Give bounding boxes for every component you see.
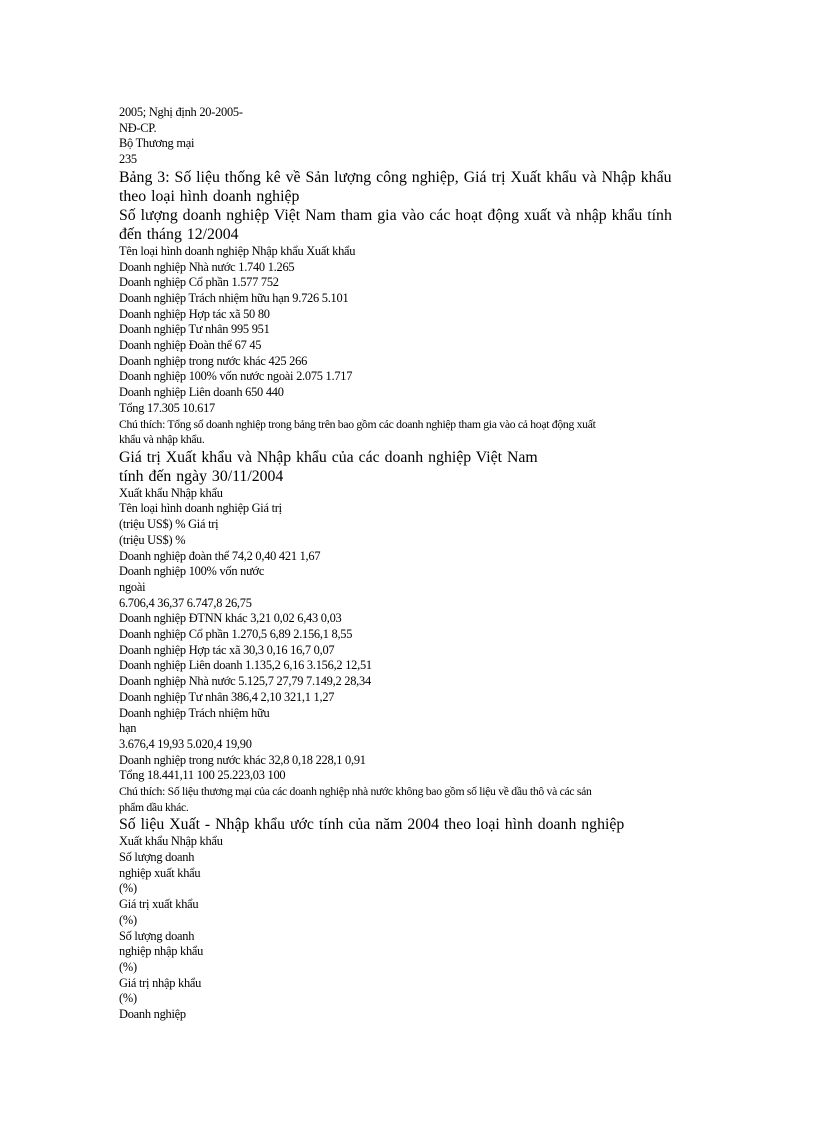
text-line: ngoài <box>119 579 146 594</box>
heading-line: tính đến ngày 30/11/2004 <box>119 467 284 485</box>
text-line: Doanh nghiệp Trách nhiệm hữu <box>119 705 270 720</box>
document-body <box>119 105 679 1023</box>
text-line: (triệu US$) % Giá trị <box>119 517 219 532</box>
text-line: Doanh nghiệp <box>119 1007 186 1022</box>
heading-line: Số lượng doanh nghiệp Việt Nam tham gia vào các hoạt động xuất và nhập khẩu tính <box>119 206 672 224</box>
text-line: Tổng 18.441,11 100 25.223,03 100 <box>119 768 286 783</box>
text-line: Xuất khẩu Nhập khẩu <box>119 485 223 500</box>
text-line: Tên loại hình doanh nghiệp Giá trị <box>119 501 282 516</box>
text-line: 235 <box>119 152 137 167</box>
text-line: Doanh nghiệp trong nước khác 32,8 0,18 228,1 0,91 <box>119 752 366 767</box>
text-line: (%) <box>119 881 137 896</box>
text-line: (%) <box>119 991 137 1006</box>
note-line: Chú thích: Tổng số doanh nghiệp trong bảng trên bao gồm các doanh nghiệp tham gia vào cả hoạt động xuất <box>119 417 596 431</box>
text-line: (triệu US$) % <box>119 532 186 547</box>
heading-line: Số liệu Xuất - Nhập khẩu ước tính của năm 2004 theo loại hình doanh nghiệp <box>119 816 625 834</box>
text-line: Doanh nghiệp trong nước khác 425 266 <box>119 353 308 368</box>
text-line: (%) <box>119 912 137 927</box>
text-line: Doanh nghiệp ĐTNN khác 3,21 0,02 6,43 0,03 <box>119 611 342 626</box>
heading-line: đến tháng 12/2004 <box>119 225 239 243</box>
text-line: nghiệp xuất khẩu <box>119 865 201 880</box>
text-line: Xuất khẩu Nhập khẩu <box>119 834 223 849</box>
text-line: (%) <box>119 959 137 974</box>
text-line: Doanh nghiệp 100% vốn nước <box>119 564 265 579</box>
text-line: Doanh nghiệp Hợp tác xã 50 80 <box>119 306 270 321</box>
text-line: 6.706,4 36,37 6.747,8 26,75 <box>119 595 252 610</box>
text-line: Doanh nghiệp Liên doanh 1.135,2 6,16 3.156,2 12,51 <box>119 658 372 673</box>
heading-line: theo loại hình doanh nghiệp <box>119 187 300 205</box>
note-line: Chú thích: Số liệu thương mại của các doanh nghiệp nhà nước không bao gồm số liệu về dầu thô và các sản <box>119 785 592 799</box>
text-line: Tổng 17.305 10.617 <box>119 400 215 415</box>
text-line: 2005; Nghị định 20-2005- <box>119 105 243 119</box>
text-line: Doanh nghiệp Cổ phần 1.577 752 <box>119 275 279 290</box>
text-line: Doanh nghiệp Tư nhân 386,4 2,10 321,1 1,27 <box>119 689 335 704</box>
note-line: phẩm dầu khác. <box>119 800 189 814</box>
text-line: Doanh nghiệp Nhà nước 5.125,7 27,79 7.149,2 28,34 <box>119 674 371 689</box>
text-line: Doanh nghiệp đoàn thể 74,2 0,40 421 1,67 <box>119 548 321 563</box>
text-line: Số lượng doanh <box>119 928 195 943</box>
text-line: Doanh nghiệp Nhà nước 1.740 1.265 <box>119 259 295 274</box>
text-line: Tên loại hình doanh nghiệp Nhập khẩu Xuất khẩu <box>119 243 356 258</box>
text-line: Doanh nghiệp 100% vốn nước ngoài 2.075 1.717 <box>119 369 353 384</box>
heading-line: Bảng 3: Số liệu thống kê về Sản lượng công nghiệp, Giá trị Xuất khẩu và Nhập khẩu <box>119 168 672 186</box>
text-line: nghiệp nhập khẩu <box>119 944 204 959</box>
text-line: NĐ-CP. <box>119 120 157 135</box>
text-line: Số lượng doanh <box>119 849 195 864</box>
heading-line: Giá trị Xuất khẩu và Nhập khẩu của các doanh nghiệp Việt Nam <box>119 448 538 466</box>
text-line: Doanh nghiệp Trách nhiệm hữu hạn 9.726 5.101 <box>119 290 349 305</box>
text-line: Doanh nghiệp Đoàn thể 67 45 <box>119 338 262 353</box>
text-line: Bộ Thương mại <box>119 136 195 151</box>
text-line: Giá trị nhập khẩu <box>119 975 202 990</box>
text-line: Giá trị xuất khẩu <box>119 897 199 912</box>
text-line: 3.676,4 19,93 5.020,4 19,90 <box>119 736 252 751</box>
text-line: Doanh nghiệp Cổ phần 1.270,5 6,89 2.156,1 8,55 <box>119 627 353 642</box>
text-line: Doanh nghiệp Hợp tác xã 30,3 0,16 16,7 0,07 <box>119 642 335 657</box>
note-line: khẩu và nhập khẩu. <box>119 433 205 447</box>
text-line: Doanh nghiệp Liên doanh 650 440 <box>119 385 284 400</box>
text-line: Doanh nghiệp Tư nhân 995 951 <box>119 322 270 337</box>
text-line: hạn <box>119 721 137 736</box>
